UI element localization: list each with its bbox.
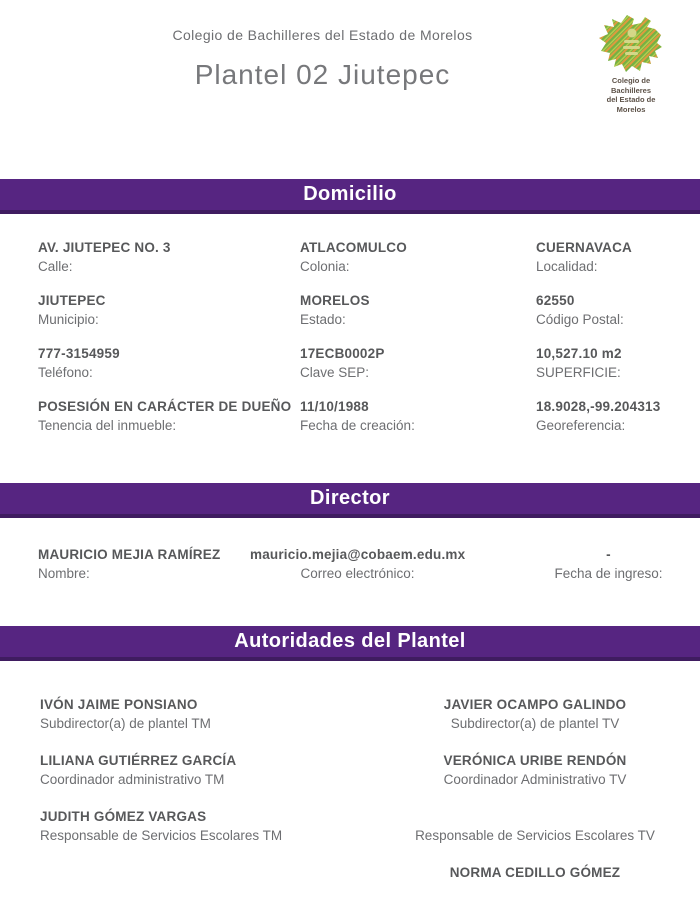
section-bar-autoridades: [0, 626, 700, 661]
field-telefono: 777-3154959 Teléfono:: [38, 346, 120, 380]
section-title-director: Director: [310, 487, 390, 509]
field-calle: AV. JIUTEPEC NO. 3 Calle:: [38, 240, 171, 274]
section-title-domicilio: Domicilio: [303, 183, 397, 205]
field-tenencia-inmueble: POSESIÓN EN CARÁCTER DE DUEÑO Tenencia del inmueble:: [38, 399, 292, 433]
section-bar-director: [0, 483, 700, 518]
field-municipio: JIUTEPEC Municipio:: [38, 293, 106, 327]
logo-caption: Colegio de Bachilleres del Estado de Morelos: [606, 76, 656, 114]
field-georeferencia: 18.9028,-99.204313 Georeferencia:: [536, 399, 661, 433]
autoridades-column-tm: [0, 697, 350, 899]
institution-name: Colegio de Bachilleres del Estado de Morelos: [172, 27, 473, 43]
director-fields: [0, 518, 700, 581]
field-localidad: CUERNAVACA Localidad:: [536, 240, 632, 274]
field-estado: MORELOS Estado:: [300, 293, 370, 327]
cobaem-logo: [593, 14, 669, 114]
authority-servicios-escolares-tm: JUDITH GÓMEZ VARGAS Responsable de Servicios Escolares TM: [40, 809, 283, 843]
authority-coordinador-administrativo-tv: VERÓNICA URIBE RENDÓN Coordinador Administrativo TV: [443, 753, 627, 787]
domicilio-fields: [0, 214, 700, 433]
field-clave-sep: 17ECB0002P Clave SEP:: [300, 346, 385, 380]
authority-subdirector-tm: IVÓN JAIME PONSIANO Subdirector(a) de plantel TM: [40, 697, 211, 731]
morelos-map-icon: [593, 14, 669, 74]
field-codigo-postal: 62550 Código Postal:: [536, 293, 624, 327]
field-director-fecha-ingreso: - Fecha de ingreso:: [554, 547, 663, 581]
field-colonia: ATLACOMULCO Colonia:: [300, 240, 407, 274]
section-title-autoridades: Autoridades del Plantel: [234, 630, 466, 652]
authority-servicios-escolares-tv: Responsable de Servicios Escolares TV: [415, 828, 655, 843]
field-superficie: 10,527.10 m2 SUPERFICIE:: [536, 346, 622, 380]
autoridades-list: [0, 661, 700, 899]
authority-norma-cedillo: NORMA CEDILLO GÓMEZ: [449, 865, 621, 880]
field-director-correo: mauricio.mejia@cobaem.edu.mx Correo electrónico:: [250, 547, 466, 581]
authority-coordinador-administrativo-tm: LILIANA GUTIÉRREZ GARCÍA Coordinador administrativo TM: [40, 753, 237, 787]
field-director-nombre: MAURICIO MEJIA RAMÍREZ Nombre:: [38, 547, 221, 581]
section-bar-domicilio: [0, 179, 700, 214]
page-header: [0, 0, 645, 91]
page-title: Plantel 02 Jiutepec: [194, 59, 451, 90]
field-fecha-creacion: 11/10/1988 Fecha de creación:: [300, 399, 415, 433]
authority-subdirector-tv: JAVIER OCAMPO GALINDO Subdirector(a) de plantel TV: [443, 697, 627, 731]
autoridades-column-tv: [350, 697, 700, 899]
